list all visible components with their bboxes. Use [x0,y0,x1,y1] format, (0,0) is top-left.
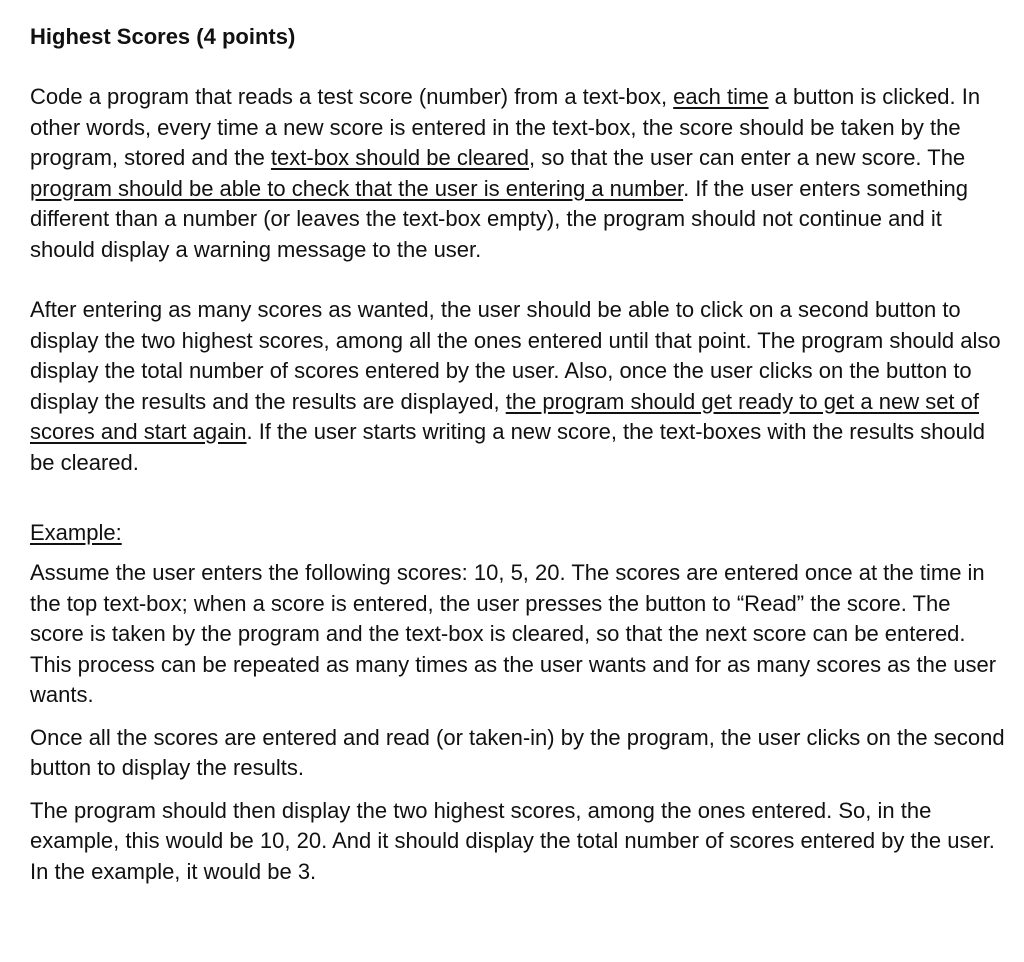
paragraph-display: Once all the scores are entered and read (or taken-in) by the program, the user clicks on the second button to display the results. [30,724,1005,780]
text-run: , so that the user can enter a new score. The [528,145,966,170]
paragraph-output: The program should then display the two highest scores, among the ones entered. So, in the example, this would be 10, 20. And it should display the total number of scores entered by the user. In the example, it would be 3. [30,797,995,884]
document-body [30,22,1005,887]
text-run: Code a program that reads a test score (number) from a text-box, [30,84,674,109]
underlined-text: program should be able to check that the user is entering a number [30,175,684,201]
spacer [30,711,1005,723]
paragraph-instructions [30,82,1005,265]
spacer [30,784,1005,796]
underlined-text: text-box should be cleared [270,145,529,170]
text-run: After entering as many scores as wanted, the user should be able to click on a second button to display the two highest scores, among all the ones entered until that point. The program should also display the total number of scores entered by the user. Also, once the user clicks on the button to display the results and the results are displayed, [30,297,1001,414]
example-heading: Example: [30,520,122,545]
document-title: Highest Scores (4 points) [30,24,296,49]
spacer [30,265,1005,295]
underlined-text: the program should get ready to get a new set of scores and start again [30,388,980,444]
paragraph-example: Assume the user enters the following scores: 10, 5, 20. The scores are entered once at the time in the top text-box; when a score is entered, the user presses the button to “Read” the score. The score is taken by the program and the text-box is cleared, so that the next score can be entered. This process can be repeated as many times as the user wants and for as many scores as the user wants. [30,560,997,707]
text-run: . If the user starts writing a new score, the text-boxes with the results should be cleared. [30,419,986,475]
text-run: a button is clicked. In other words, every time a new score is entered in the text-box, the score should be taken by the program, stored and the [30,84,981,170]
text-run: . If the user enters something different than a number (or leaves the text-box empty), the program should not continue and it should display a warning message to the user. [30,175,968,262]
paragraph-results [30,295,1005,478]
spacer [30,478,1005,518]
spacer [30,548,1005,558]
underlined-text: each time [673,84,769,109]
